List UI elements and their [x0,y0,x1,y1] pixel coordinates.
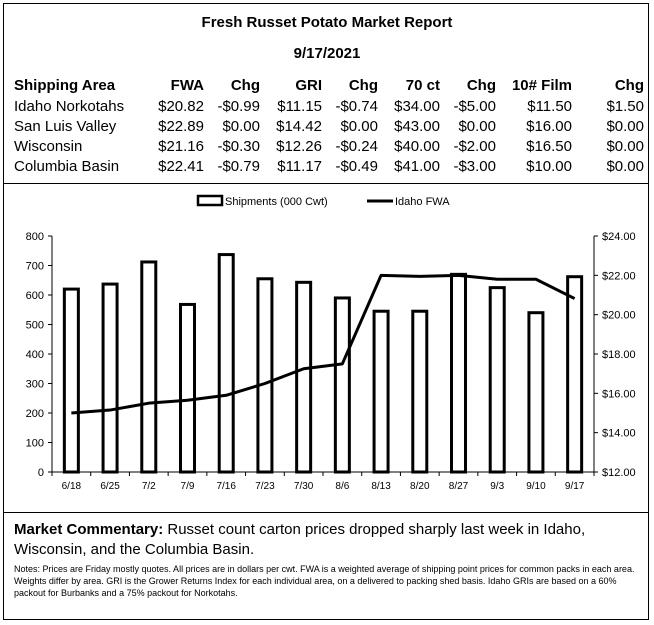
legend-shipments-swatch [198,196,222,205]
table-cell: -$0.49 [335,157,378,175]
shipment-bar [452,274,466,472]
left-axis-tick-label: 600 [25,290,44,302]
x-axis-tick-label: 8/6 [335,481,350,492]
x-axis-tick-label: 9/17 [564,481,585,492]
table-cell: $11.17 [277,157,322,175]
table-cell: $22.89 [158,117,204,135]
table-cell: -$0.99 [217,97,260,115]
commentary-label: Market Commentary: [14,521,164,538]
table-cell: -$2.00 [453,137,496,155]
header-fwa: FWA [170,77,204,94]
table-cell: $21.16 [158,137,204,155]
x-axis-tick-label: 7/9 [180,481,195,492]
right-axis-tick-label: $14.00 [602,427,636,440]
table-cell: -$0.74 [335,97,378,115]
table-cell: $11.50 [527,97,572,115]
table-cell: $0.00 [606,157,644,175]
right-axis-tick-label: $20.00 [602,309,636,322]
shipment-bar [413,311,427,472]
report-date: 9/17/2021 [293,45,361,62]
x-axis-tick-label: 9/3 [490,481,505,492]
x-axis-tick-label: 7/30 [293,481,314,492]
table-cell: -$3.00 [453,157,496,175]
shipment-bar [64,289,78,472]
shipment-bar [568,277,582,472]
legend-fwa-label: Idaho FWA [395,196,450,208]
right-axis-tick-label: $24.00 [602,231,636,243]
shipment-bar [181,304,195,472]
x-axis-tick-label: 8/20 [410,481,430,492]
shipment-bar [335,298,349,472]
table-cell: -$0.30 [217,137,260,155]
table-cell: $10.00 [526,157,572,175]
shipment-bar [529,313,543,472]
right-axis-tick-label: $22.00 [602,270,636,283]
table-cell: $0.00 [340,117,378,135]
left-axis-tick-label: 700 [25,260,44,273]
report-notes: Notes: Prices are Friday mostly quotes. All prices are in dollars per cwt. FWA is a weighted average of shipping point prices for common packs in each area. Weights differ by area. GRI is the Grower Returns Index for each individual area, on a delivered to packing shed basis. Idaho GRIs are based on a 60% packout for Burbanks and a 75% packout for Norkotahs. [14,564,635,598]
x-axis-tick-label: 7/2 [141,481,156,492]
table-cell: -$5.00 [453,97,496,115]
table-cell: $43.00 [394,117,440,135]
table-cell: $1.50 [606,97,644,115]
shipment-bar [258,279,272,472]
x-axis-tick-label: 8/27 [448,481,469,492]
table-cell: $0.00 [606,117,644,135]
table-cell: $0.00 [458,117,496,135]
shipment-bar [297,282,311,472]
right-axis-tick-label: $16.00 [602,388,636,401]
x-axis-tick-label: 9/10 [526,481,546,492]
left-axis-tick-label: 200 [25,408,44,420]
header-gri-chg: Chg [348,77,378,94]
table-cell: -$0.79 [217,157,260,175]
table-cell: San Luis Valley [14,117,117,135]
header-fwa-chg: Chg [230,77,260,94]
table-cell: $34.00 [394,97,440,115]
left-axis-tick-label: 500 [25,319,44,332]
table-cell: $16.00 [526,117,572,135]
legend-shipments-label: Shipments (000 Cwt) [225,196,328,208]
shipment-bar [374,311,388,472]
left-axis-tick-label: 400 [25,349,44,361]
table-cell: Wisconsin [14,137,83,155]
right-axis-tick-label: $12.00 [602,467,636,479]
table-cell: -$0.24 [335,137,378,155]
table-cell: $40.00 [394,137,440,155]
shipment-bar [142,262,156,472]
table-cell: $16.50 [526,137,572,155]
header-gri: GRI [295,77,322,94]
header-10lb-film-chg: Chg [614,77,644,94]
report-title: Fresh Russet Potato Market Report [201,14,453,31]
left-axis-tick-label: 100 [25,437,44,450]
table-cell: $20.82 [158,97,204,115]
shipment-bar [103,284,117,472]
header-shipping-area: Shipping Area [14,77,116,94]
table-cell: $41.00 [394,157,440,175]
table-cell: Idaho Norkotahs [14,97,125,115]
shipment-bar [490,288,504,472]
header-70ct: 70 ct [405,77,440,94]
table-cell: $0.00 [222,117,260,135]
left-axis-tick-label: 300 [25,378,44,391]
x-axis-tick-label: 7/23 [255,481,275,492]
left-axis-tick-label: 800 [25,231,44,243]
table-cell: Columbia Basin [14,157,120,175]
commentary-text: Russet count carton prices dropped sharply last week in Idaho, Wisconsin, and the Columbia Basin. [14,521,586,558]
table-cell: $0.00 [606,137,644,155]
table-cell: $11.15 [277,97,322,115]
market-commentary [14,520,644,560]
right-axis-tick-label: $18.00 [602,349,636,361]
table-cell: $14.42 [276,117,322,135]
table-cell: $12.26 [276,137,322,155]
shipment-bar [219,255,233,472]
header-70ct-chg: Chg [466,77,496,94]
left-axis-tick-label: 0 [37,467,44,479]
table-cell: $22.41 [158,157,204,175]
x-axis-tick-label: 6/18 [61,481,82,492]
x-axis-tick-label: 8/13 [371,481,391,492]
header-10lb-film: 10# Film [511,77,572,94]
x-axis-tick-label: 7/16 [216,481,236,492]
x-axis-tick-label: 6/25 [100,481,120,492]
